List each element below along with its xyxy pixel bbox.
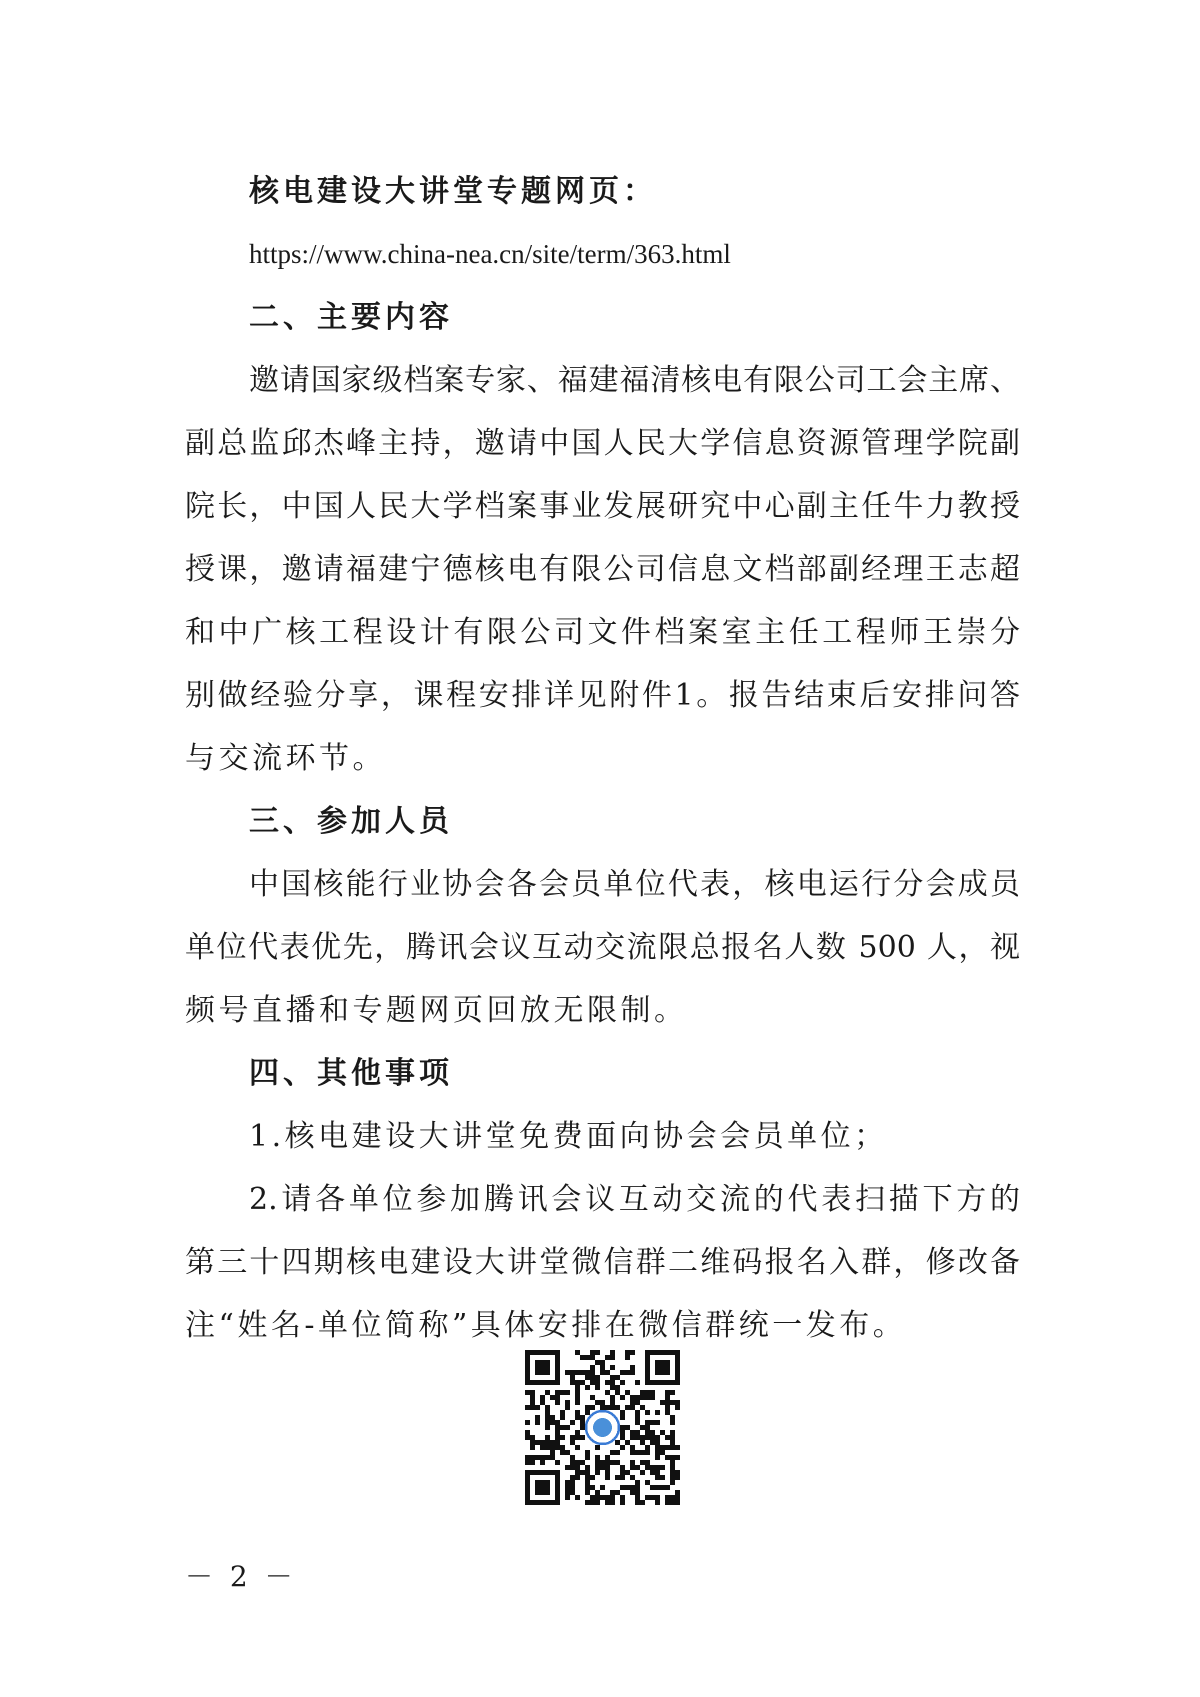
- section-heading-participants: 三、参加人员: [249, 804, 453, 839]
- paragraph-line: 授课，邀请福建宁德核电有限公司信息文档部副经理王志超: [185, 552, 1020, 587]
- webpage-url[interactable]: https://www.china-nea.cn/site/term/363.html: [249, 239, 731, 269]
- paragraph-line: 副总监邱杰峰主持，邀请中国人民大学信息资源管理学院副: [185, 426, 1020, 461]
- paragraph-line: 第三十四期核电建设大讲堂微信群二维码报名入群，修改备: [185, 1245, 1020, 1280]
- section-heading-main-content: 二、主要内容: [249, 300, 453, 335]
- paragraph-line: 单位代表优先，腾讯会议互动交流限总报名人数 500 人，视: [185, 930, 1020, 965]
- paragraph-line: 中国核能行业协会各会员单位代表，核电运行分会成员: [249, 867, 1020, 902]
- qr-code-icon[interactable]: [525, 1350, 680, 1505]
- paragraph-line: 和中广核工程设计有限公司文件档案室主任工程师王崇分: [185, 615, 1020, 650]
- list-item: 2.请各单位参加腾讯会议互动交流的代表扫描下方的: [249, 1182, 1020, 1217]
- paragraph-line: 与交流环节。: [185, 741, 386, 776]
- paragraph-line: 别做经验分享，课程安排详见附件1。报告结束后安排问答: [185, 678, 1020, 713]
- paragraph-line: 邀请国家级档案专家、福建福清核电有限公司工会主席、: [249, 363, 1020, 398]
- paragraph-line: 频号直播和专题网页回放无限制。: [185, 993, 688, 1028]
- page-number: － 2 －: [185, 1560, 297, 1593]
- list-item: 1.核电建设大讲堂免费面向协会会员单位；: [249, 1119, 888, 1154]
- webpage-heading: 核电建设大讲堂专题网页：: [249, 174, 657, 209]
- section-heading-other-matters: 四、其他事项: [249, 1056, 453, 1091]
- document-body: [185, 160, 1020, 1357]
- paragraph-line: 注“姓名-单位简称”具体安排在微信群统一发布。: [185, 1308, 907, 1343]
- paragraph-line: 院长，中国人民大学档案事业发展研究中心副主任牛力教授: [185, 489, 1020, 524]
